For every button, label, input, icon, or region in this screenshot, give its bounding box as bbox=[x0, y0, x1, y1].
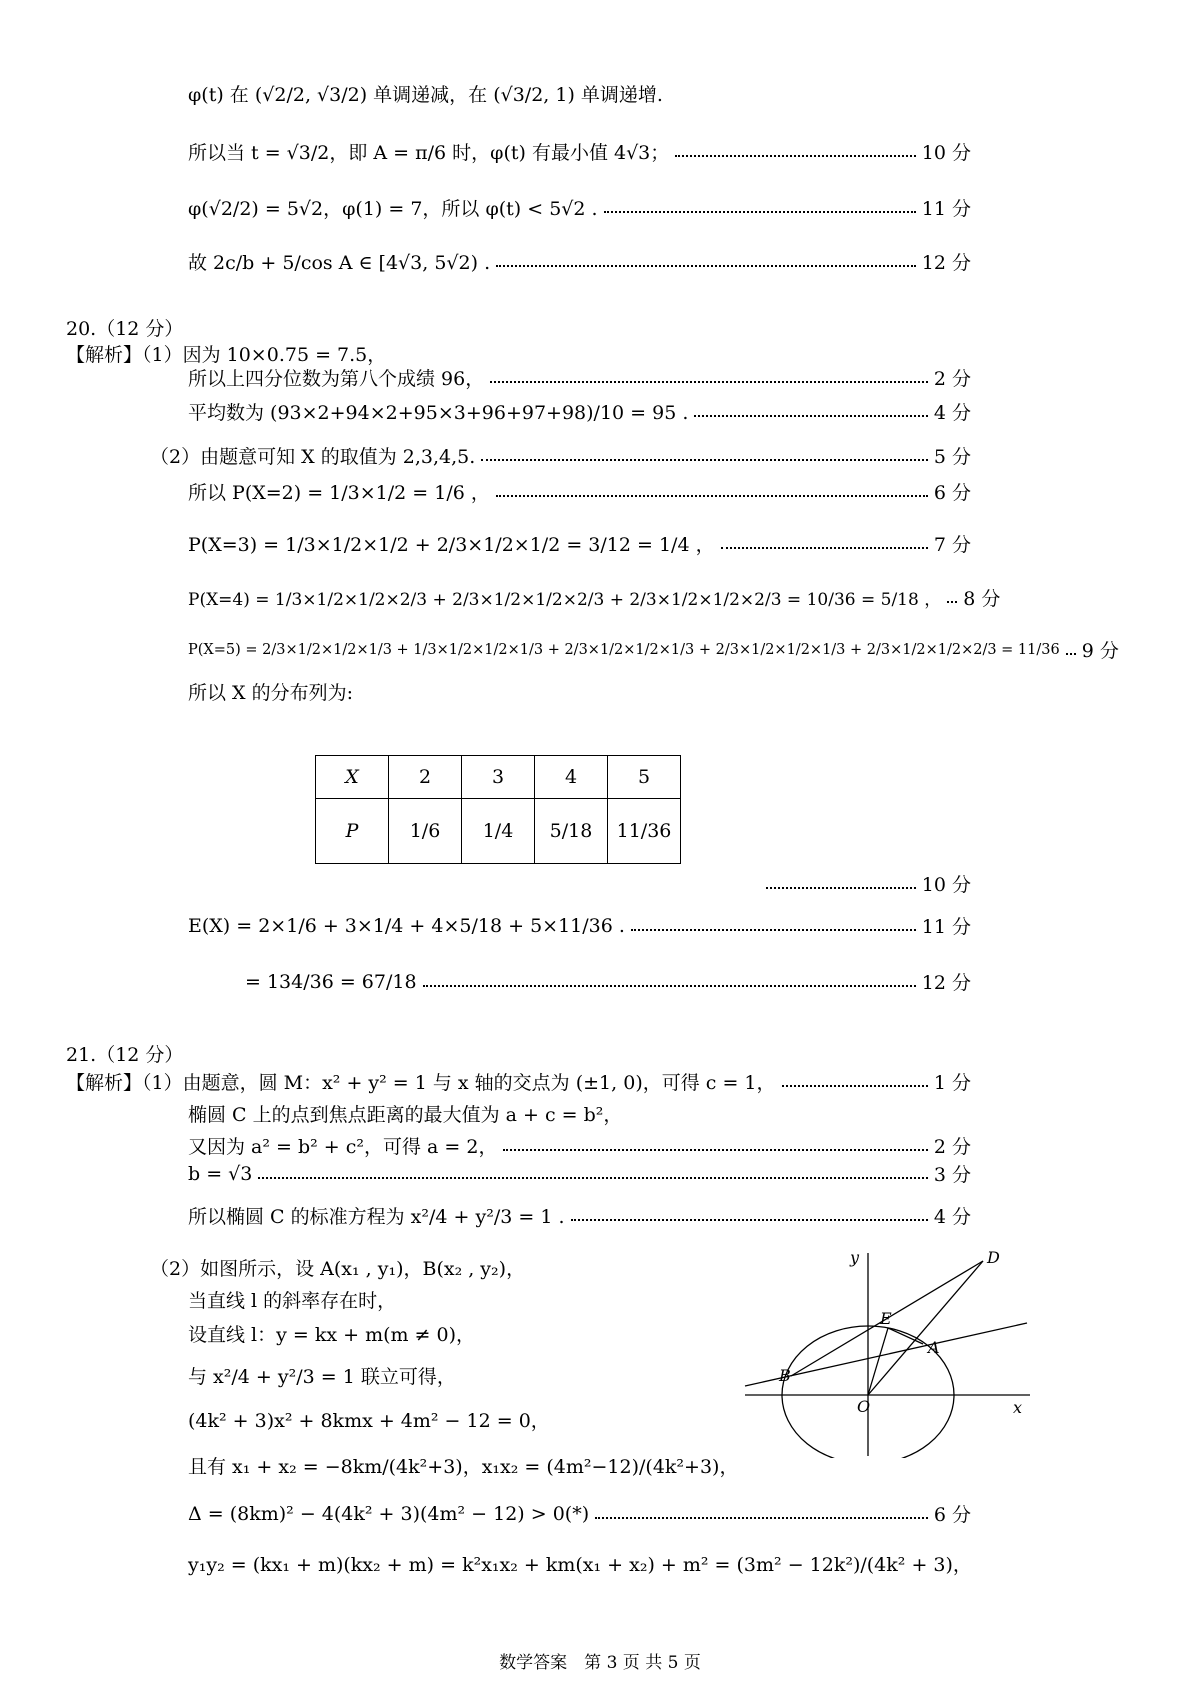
text-line bbox=[188, 398, 971, 425]
score: 2 分 bbox=[933, 1136, 971, 1158]
text-line bbox=[188, 636, 1119, 663]
table-cell: 4 bbox=[535, 756, 608, 799]
line-text: φ(√2/2) = 5√2，φ(1) = 7，所以 φ(t) < 5√2 . bbox=[188, 198, 598, 220]
table-cell: P bbox=[316, 799, 389, 864]
line-text: φ(t) 在 (√2/2, √3/2) 单调递减，在 (√3/2, 1) 单调递增. bbox=[188, 84, 663, 106]
text-line bbox=[188, 138, 971, 165]
line-text: 所以当 t = √3/2，即 A = π/6 时，φ(t) 有最小值 4√3； bbox=[188, 142, 670, 164]
line-text: P(X=4) = 1/3×1/2×1/2×2/3 + 2/3×1/2×1/2×2/3 + 2/3×1/2×1/2×2/3 = 10/36 = 5/18 ， bbox=[188, 590, 942, 610]
line-text: E(X) = 2×1/6 + 3×1/4 + 4×5/18 + 5×11/36 . bbox=[188, 914, 625, 937]
line-text: 所以 P(X=2) = 1/3×1/2 = 1/6 ， bbox=[188, 482, 490, 504]
score: 4 分 bbox=[933, 1206, 971, 1228]
line-oe bbox=[868, 1328, 888, 1395]
score: 9 分 bbox=[1081, 640, 1119, 662]
text-line bbox=[188, 1100, 971, 1127]
score: 10 分 bbox=[921, 874, 971, 896]
score: 12 分 bbox=[921, 972, 971, 994]
table-cell: 11/36 bbox=[608, 799, 681, 864]
label-e: E bbox=[880, 1309, 892, 1328]
score: 7 分 bbox=[933, 534, 971, 556]
text-line bbox=[245, 968, 971, 995]
text-line bbox=[150, 442, 971, 469]
text-line bbox=[188, 194, 971, 221]
label-o: O bbox=[857, 1397, 871, 1416]
line-text: 平均数为 (93×2+94×2+95×3+96+97+98)/10 = 95 . bbox=[188, 402, 689, 424]
text-line bbox=[188, 1320, 475, 1347]
line-ea bbox=[888, 1328, 923, 1344]
line-text: 所以 X 的分布列为: bbox=[188, 682, 354, 704]
text-line bbox=[188, 364, 971, 391]
label-d: D bbox=[987, 1248, 1000, 1267]
table-cell: 5/18 bbox=[535, 799, 608, 864]
label-b: B bbox=[779, 1366, 791, 1385]
text-line bbox=[188, 1132, 971, 1159]
question-20-heading: 20.（12 分） bbox=[66, 318, 184, 340]
line-text: 且有 x₁ + x₂ = −8km/(4k²+3)，x₁x₂ = (4m²−12)/(4k²+3)， bbox=[188, 1456, 739, 1478]
score: 2 分 bbox=[933, 368, 971, 390]
line-text: = 134/36 = 67/18 bbox=[245, 970, 417, 993]
table-cell: 3 bbox=[462, 756, 535, 799]
text-line bbox=[188, 584, 1001, 611]
text-line bbox=[188, 1160, 971, 1187]
line-text: 椭圆 C 上的点到焦点距离的最大值为 a + c = b²， bbox=[188, 1104, 623, 1126]
line-text: 设直线 l：y = kx + m(m ≠ 0)， bbox=[188, 1324, 476, 1346]
line-text: P(X=3) = 1/3×1/2×1/2 + 2/3×1/2×1/2 = 3/12 = 1/4 ， bbox=[188, 534, 715, 556]
line-text: 故 2c/b + 5/cos A ∈ [4√3, 5√2) . bbox=[188, 252, 491, 274]
text-line bbox=[188, 912, 971, 939]
score: 6 分 bbox=[933, 482, 971, 504]
line-text: b = √3 bbox=[188, 1162, 253, 1185]
line-text: 【解析】（1）因为 10×0.75 = 7.5， bbox=[66, 344, 387, 366]
text-line bbox=[188, 80, 968, 107]
page-footer: 数学答案 第 3 页 共 5 页 bbox=[499, 1653, 701, 1673]
text-line bbox=[188, 1452, 738, 1479]
table-row bbox=[316, 799, 681, 864]
line-text: （2）由题意可知 X 的取值为 2,3,4,5. bbox=[150, 446, 476, 468]
table-row bbox=[316, 756, 681, 799]
text-line bbox=[188, 678, 971, 705]
text-line bbox=[188, 1550, 972, 1577]
distribution-table bbox=[315, 755, 681, 864]
score: 12 分 bbox=[921, 252, 971, 274]
text-line bbox=[188, 1500, 971, 1527]
line-text: 所以椭圆 C 的标准方程为 x²/4 + y²/3 = 1 . bbox=[188, 1206, 565, 1228]
score: 11 分 bbox=[921, 916, 971, 938]
text-line bbox=[188, 478, 971, 505]
label-x: x bbox=[1013, 1398, 1023, 1417]
text-line bbox=[760, 870, 971, 897]
line-text: 与 x²/4 + y²/3 = 1 联立可得， bbox=[188, 1366, 456, 1388]
table-cell: X bbox=[316, 756, 389, 799]
text-line bbox=[150, 1254, 525, 1281]
score: 11 分 bbox=[921, 198, 971, 220]
question-21-heading: 21.（12 分） bbox=[66, 1044, 184, 1066]
line-text: 当直线 l 的斜率存在时， bbox=[188, 1290, 397, 1312]
table-cell: 2 bbox=[389, 756, 462, 799]
table-cell: 1/4 bbox=[462, 799, 535, 864]
score: 4 分 bbox=[933, 402, 971, 424]
text-line bbox=[66, 340, 971, 367]
score: 5 分 bbox=[933, 446, 971, 468]
score: 6 分 bbox=[933, 1504, 971, 1526]
line-text: 【解析】（1）由题意，圆 M：x² + y² = 1 与 x 轴的交点为 (±1, 0)，可得 c = 1， bbox=[66, 1072, 776, 1094]
table-cell: 5 bbox=[608, 756, 681, 799]
text-line bbox=[188, 1202, 971, 1229]
text-line bbox=[188, 248, 971, 275]
line-text: 所以上四分位数为第八个成绩 96， bbox=[188, 368, 485, 390]
line-od bbox=[868, 1261, 983, 1395]
text-line bbox=[188, 530, 971, 557]
text-line bbox=[188, 1286, 396, 1313]
text-line bbox=[188, 1362, 456, 1389]
line-text: (4k² + 3)x² + 8kmx + 4m² − 12 = 0， bbox=[188, 1410, 550, 1432]
line-text: （2）如图所示，设 A(x₁ , y₁)，B(x₂ , y₂)， bbox=[150, 1258, 526, 1280]
table-cell: 1/6 bbox=[389, 799, 462, 864]
line-text: y₁y₂ = (kx₁ + m)(kx₂ + m) = k²x₁x₂ + km(x₁ + x₂) + m² = (3m² − 12k²)/(4k² + 3)， bbox=[188, 1554, 972, 1576]
label-y: y bbox=[850, 1248, 860, 1267]
score: 1 分 bbox=[933, 1072, 971, 1094]
score: 10 分 bbox=[921, 142, 971, 164]
score: 8 分 bbox=[963, 588, 1001, 610]
line-text: 又因为 a² = b² + c²，可得 a = 2， bbox=[188, 1136, 498, 1158]
text-line bbox=[188, 1406, 550, 1433]
score: 3 分 bbox=[933, 1164, 971, 1186]
line-text: P(X=5) = 2/3×1/2×1/2×1/3 + 1/3×1/2×1/2×1/3 + 2/3×1/2×1/2×1/3 + 2/3×1/2×1/2×1/3 + 2/3×1/2×1/2×2/3 = 11/36 bbox=[188, 641, 1060, 658]
label-a: A bbox=[928, 1338, 940, 1357]
line-text: Δ = (8km)² − 4(4k² + 3)(4m² − 12) > 0(*) bbox=[188, 1502, 590, 1525]
text-line bbox=[66, 1068, 971, 1095]
ellipse-figure bbox=[735, 1248, 1035, 1458]
